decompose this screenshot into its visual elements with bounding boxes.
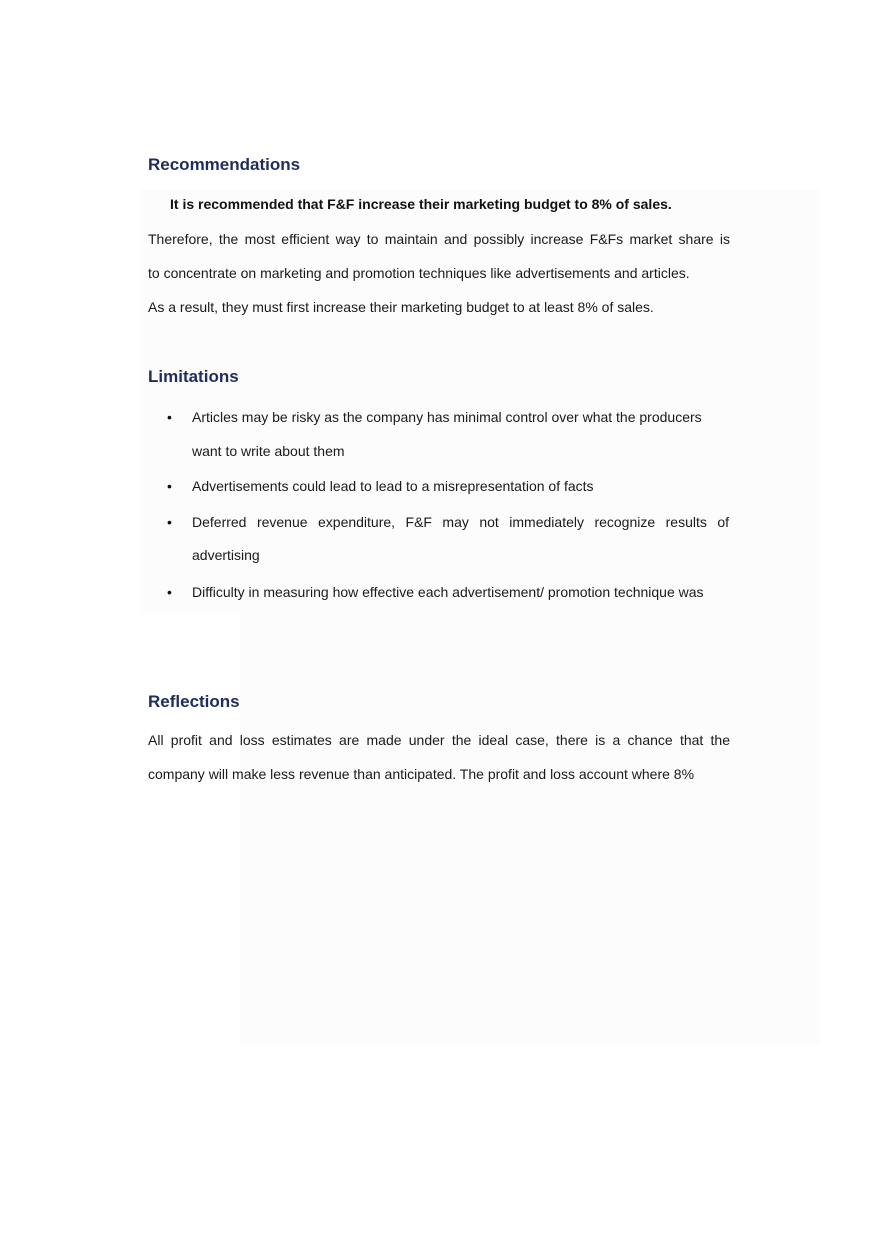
reflections-heading: Reflections [148,692,240,711]
paragraph-line: to concentrate on marketing and promotion techniques like advertisements and articles. [148,265,690,281]
paragraph-line: As a result, they must first increase their marketing budget to at least 8% of sales. [148,299,654,315]
paragraph-line: company will make less revenue than anticipated. The profit and loss account where 8% [148,766,695,782]
bullet-icon: • [167,478,172,494]
bullet-icon: • [167,584,172,600]
limitations-heading: Limitations [148,367,239,386]
background-shade [240,615,820,1045]
bullet-icon: • [167,409,172,425]
list-item: Deferred revenue expenditure, F&F may not immediately recognize results of [192,514,729,530]
recommendations-heading: Recommendations [148,155,301,174]
paragraph-line: All profit and loss estimates are made under the ideal case, there is a chance that the [148,732,730,748]
list-item: Difficulty in measuring how effective each advertisement/ promotion technique was [192,584,704,600]
list-item: advertising [192,547,260,563]
recommendation-lead: It is recommended that F&F increase their marketing budget to 8% of sales. [170,196,672,212]
list-item: Advertisements could lead to lead to a misrepresentation of facts [192,478,594,494]
list-item: want to write about them [192,443,345,459]
paragraph-line: Therefore, the most efficient way to maintain and possibly increase F&Fs market share is [148,231,730,247]
bullet-icon: • [167,514,172,530]
list-item: Articles may be risky as the company has minimal control over what the producers [192,409,702,425]
